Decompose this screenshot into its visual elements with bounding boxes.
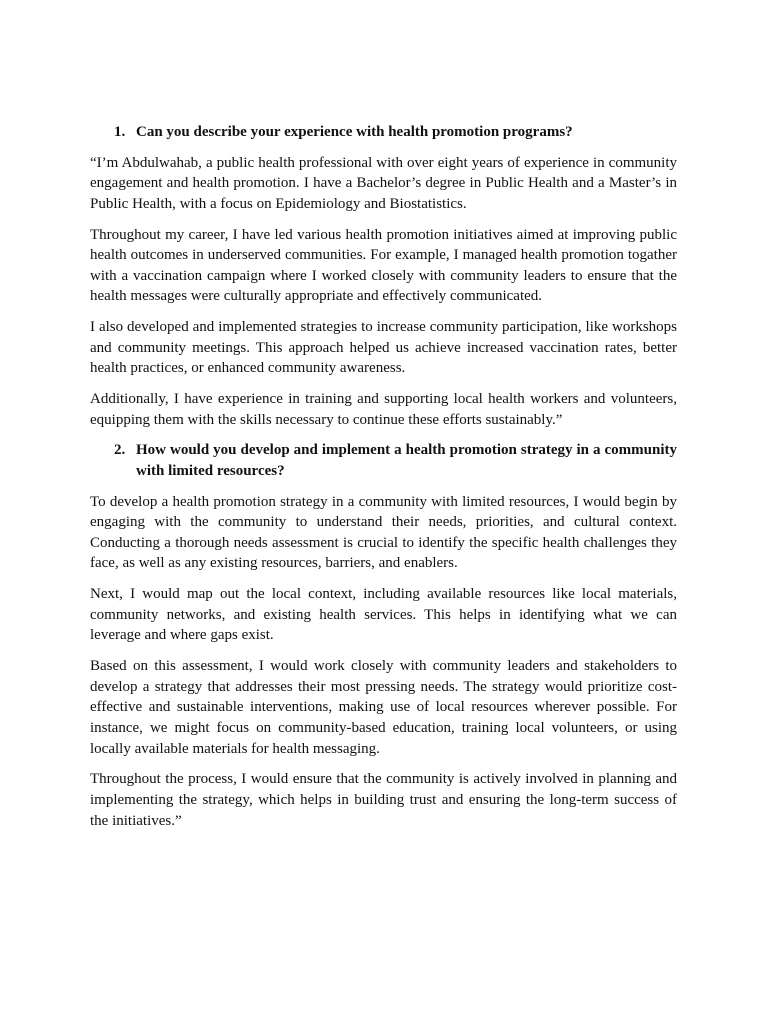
question-text: How would you develop and implement a health promotion strategy in a community with limited resources?	[136, 442, 677, 480]
question-text: Can you describe your experience with health promotion programs?	[136, 124, 573, 140]
question-number: 1.	[114, 124, 126, 140]
answer-paragraph: Throughout my career, I have led various health promotion initiatives aimed at improving public health outcomes in underserved communities. For example, I managed health promotion togather with a vaccination campaign where I worked closely with community leaders to ensure that the health messages were culturally appropriate and effectively communicated.	[90, 226, 677, 305]
answer-paragraph: Next, I would map out the local context, including available resources like local materials, community networks, and existing health services. This helps in identifying what we can leverage and where gaps exist.	[90, 586, 677, 644]
answer-paragraph: I also developed and implemented strategies to increase community participation, like workshops and community meetings. This approach helped us achieve increased vaccination rates, better health practices, or enhanced community awareness.	[90, 319, 677, 377]
question-2	[90, 440, 677, 481]
document-page	[90, 122, 677, 841]
question-1	[90, 122, 677, 143]
question-number: 2.	[114, 442, 126, 459]
answer-paragraph: Throughout the process, I would ensure that the community is actively involved in planning and implementing the strategy, which helps in building trust and ensuring the long-term success of the initiatives.”	[90, 771, 677, 829]
answer-paragraph: Based on this assessment, I would work closely with community leaders and stakeholders to develop a strategy that addresses their most pressing needs. The strategy would prioritize cost-effective and sustainable interventions, making use of local resources wherever possible. For instance, we might focus on community-based education, training local volunteers, or using locally available materials for health messaging.	[90, 658, 677, 757]
answer-paragraph: Additionally, I have experience in training and supporting local health workers and volunteers, equipping them with the skills necessary to continue these efforts sustainably.”	[90, 391, 677, 428]
answer-paragraph: To develop a health promotion strategy in a community with limited resources, I would begin by engaging with the community to understand their needs, priorities, and cultural context. Conducting a thorough needs assessment is crucial to identify the specific health challenges they face, as well as any existing resources, barriers, and enablers.	[90, 493, 677, 572]
answer-paragraph: “I’m Abdulwahab, a public health professional with over eight years of experience in community engagement and health promotion. I have a Bachelor’s degree in Public Health and a Master’s in Public Health, with a focus on Epidemiology and Biostatistics.	[90, 154, 677, 212]
